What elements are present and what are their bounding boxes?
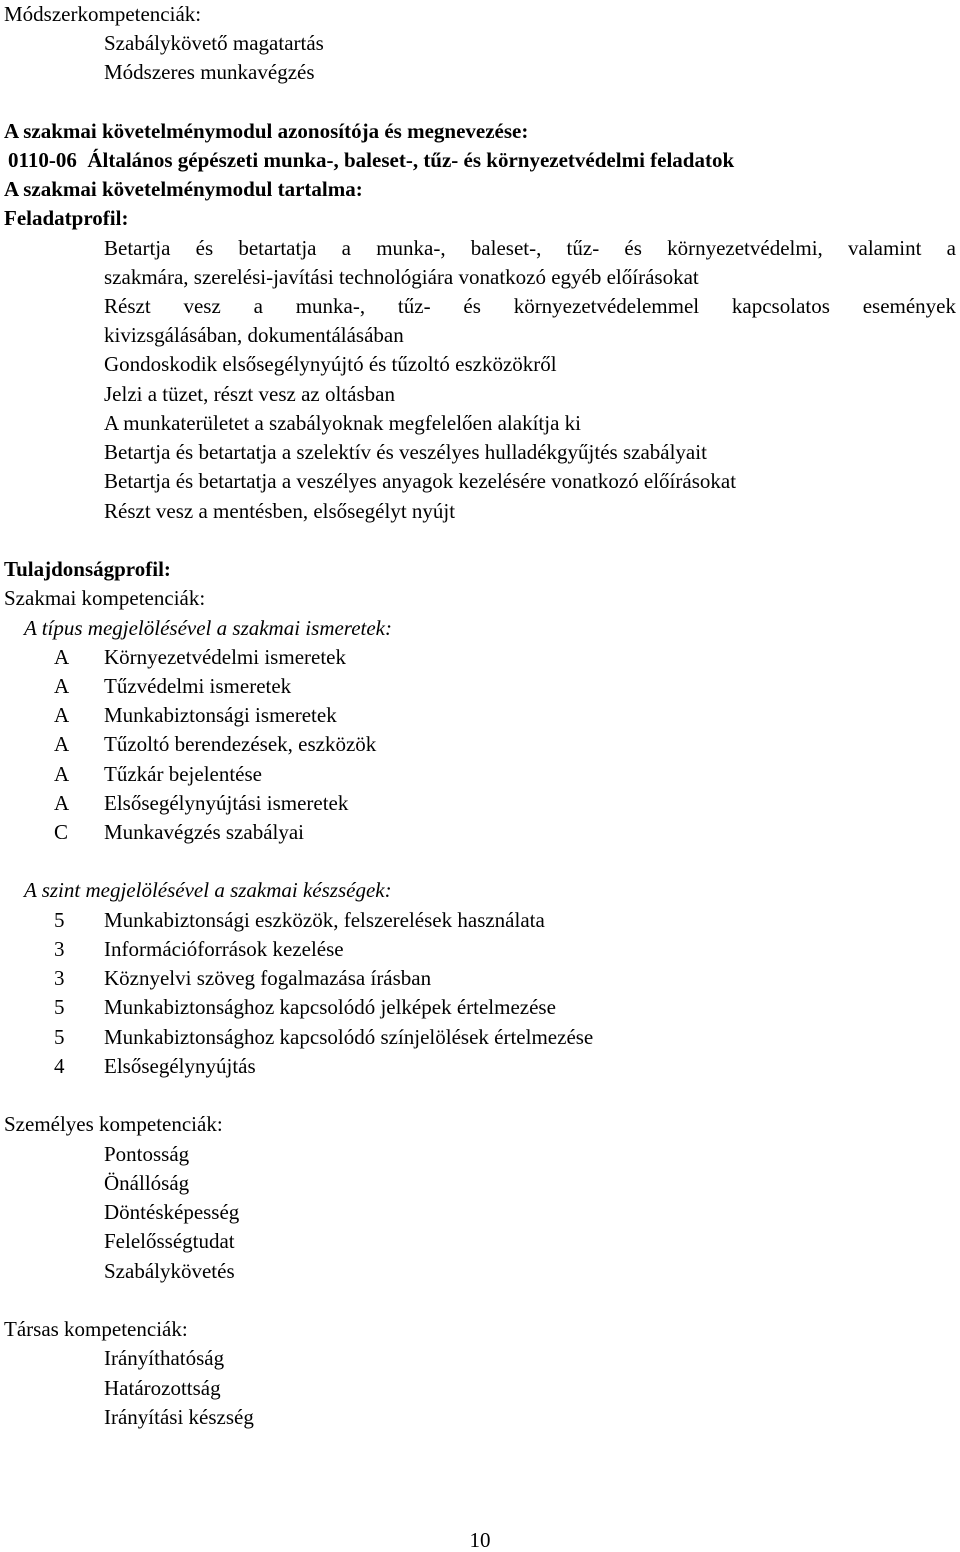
knowledge-code: A xyxy=(54,791,70,815)
skill-item: Munkabiztonsághoz kapcsolódó színjelölések értelmezése xyxy=(104,1025,594,1049)
personal-competency-item: Pontosság xyxy=(104,1142,190,1166)
skill-item: Munkabiztonsághoz kapcsolódó jelképek értelmezése xyxy=(104,995,556,1019)
task-line: Részt vesz a mentésben, elsősegélyt nyújt xyxy=(104,499,456,523)
knowledge-item: Tűzvédelmi ismeretek xyxy=(104,674,292,698)
knowledge-item: Tűzkár bejelentése xyxy=(104,762,262,786)
task-line: Részt vesz a munka-, tűz- és környezetvédelemmel kapcsolatos események xyxy=(104,294,956,318)
professional-competencies-heading: Szakmai kompetenciák: xyxy=(4,586,206,610)
personal-competency-item: Szabálykövetés xyxy=(104,1259,235,1283)
skill-item: Munkabiztonsági eszközök, felszerelések használata xyxy=(104,908,545,932)
personal-competency-item: Döntésképesség xyxy=(104,1200,240,1224)
skill-item: Elsősegélynyújtás xyxy=(104,1054,256,1078)
task-line: kivizsgálásában, dokumentálásában xyxy=(104,323,404,347)
skill-item: Köznyelvi szöveg fogalmazása írásban xyxy=(104,966,432,990)
knowledge-code: A xyxy=(54,703,70,727)
task-line: Jelzi a tüzet, részt vesz az oltásban xyxy=(104,382,395,406)
module-id-heading: A szakmai követelménymodul azonosítója és megnevezése: xyxy=(4,119,529,143)
method-competency-item: Módszeres munkavégzés xyxy=(104,60,315,84)
social-competency-item: Határozottság xyxy=(104,1376,221,1400)
personal-competencies-heading: Személyes kompetenciák: xyxy=(4,1112,223,1136)
task-line: A munkaterületet a szabályoknak megfelelően alakítja ki xyxy=(104,411,581,435)
task-profile-heading: Feladatprofil: xyxy=(4,206,129,230)
skill-level: 5 xyxy=(54,908,65,932)
task-line: szakmára, szerelési-javítási technológiára vonatkozó egyéb előírásokat xyxy=(104,265,699,289)
skill-level: 5 xyxy=(54,1025,65,1049)
knowledge-item: Környezetvédelmi ismeretek xyxy=(104,645,346,669)
knowledge-item: Munkabiztonsági ismeretek xyxy=(104,703,337,727)
skill-level: 3 xyxy=(54,937,65,961)
personal-competency-item: Felelősségtudat xyxy=(104,1229,235,1253)
page-number: 10 xyxy=(469,1528,491,1552)
task-line: Gondoskodik elsősegélynyújtó és tűzoltó eszközökről xyxy=(104,352,557,376)
knowledge-code: A xyxy=(54,645,70,669)
knowledge-item: Elsősegélynyújtási ismeretek xyxy=(104,791,349,815)
knowledge-code: A xyxy=(54,762,70,786)
task-line: Betartja és betartatja a munka-, baleset-, tűz- és környezetvédelmi, valamint a xyxy=(104,236,956,260)
personal-competency-item: Önállóság xyxy=(104,1171,190,1195)
skill-level: 3 xyxy=(54,966,65,990)
task-line: Betartja és betartatja a veszélyes anyagok kezelésére vonatkozó előírásokat xyxy=(104,469,737,493)
skill-item: Információforrások kezelése xyxy=(104,937,344,961)
skill-level: 5 xyxy=(54,995,65,1019)
property-profile-heading: Tulajdonságprofil: xyxy=(4,557,171,581)
social-competency-item: Irányíthatóság xyxy=(104,1346,225,1370)
method-competency-item: Szabálykövető magatartás xyxy=(104,31,324,55)
knowledge-heading: A típus megjelölésével a szakmai ismeretek: xyxy=(24,616,392,640)
skill-level: 4 xyxy=(54,1054,65,1078)
module-content-heading: A szakmai követelménymodul tartalma: xyxy=(4,177,363,201)
social-competencies-heading: Társas kompetenciák: xyxy=(4,1317,188,1341)
knowledge-item: Tűzoltó berendezések, eszközök xyxy=(104,732,377,756)
knowledge-code: A xyxy=(54,674,70,698)
method-competencies-heading: Módszerkompetenciák: xyxy=(4,2,202,26)
task-line: Betartja és betartatja a szelektív és veszélyes hulladékgyűjtés szabályait xyxy=(104,440,707,464)
module-id-name: 0110-06 Általános gépészeti munka-, baleset-, tűz- és környezetvédelmi feladatok xyxy=(8,148,735,172)
skills-heading: A szint megjelölésével a szakmai készségek: xyxy=(24,878,392,902)
social-competency-item: Irányítási készség xyxy=(104,1405,254,1429)
knowledge-code: C xyxy=(54,820,69,844)
knowledge-item: Munkavégzés szabályai xyxy=(104,820,305,844)
knowledge-code: A xyxy=(54,732,70,756)
